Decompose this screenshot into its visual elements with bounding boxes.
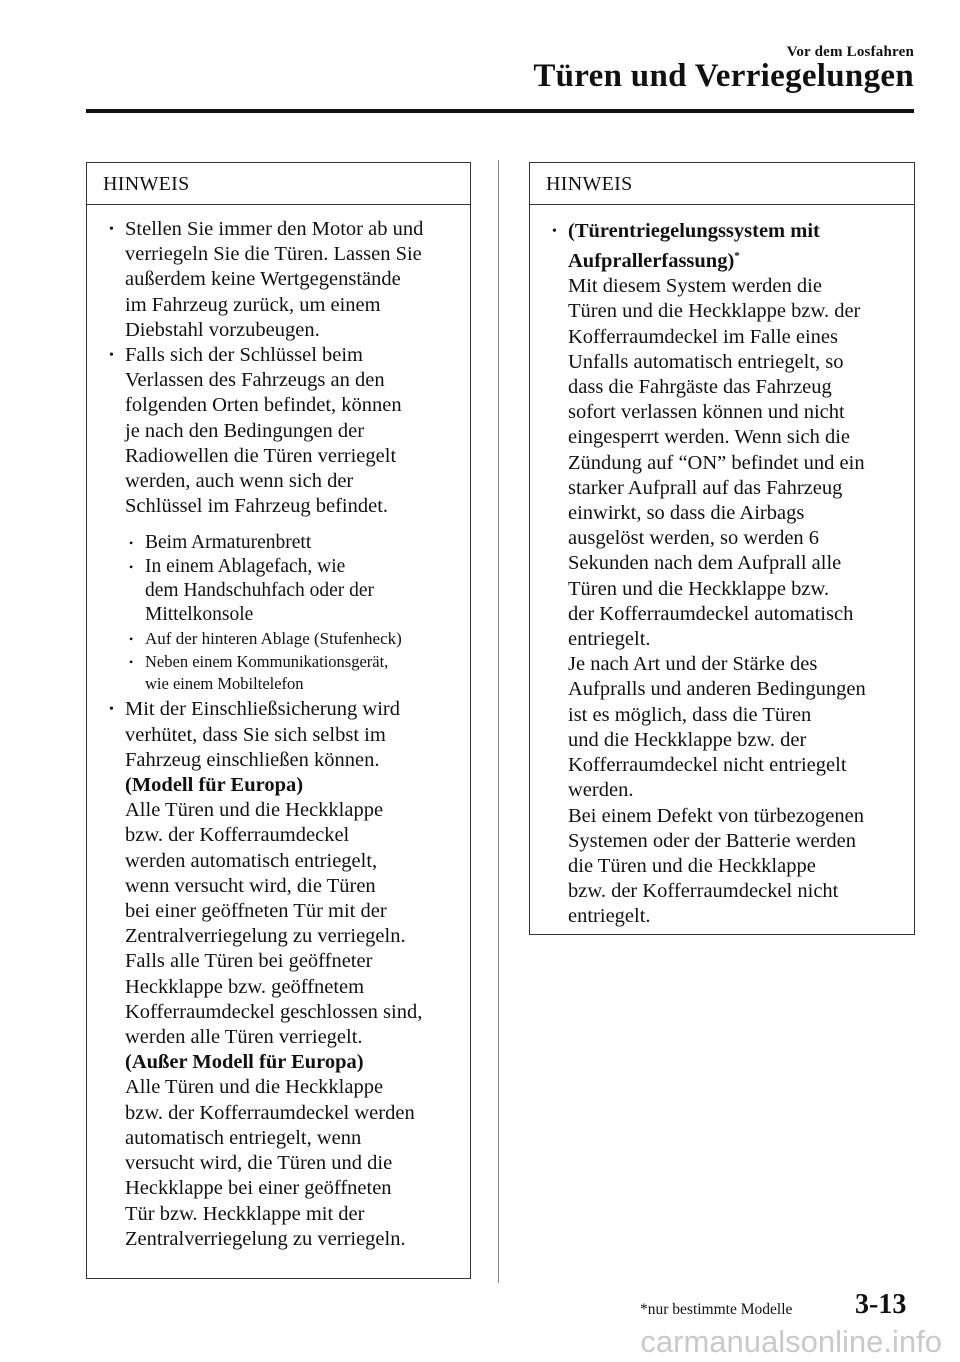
text-line: entriegelt. — [568, 628, 651, 651]
text-block — [125, 798, 462, 1050]
bold-heading-line — [568, 244, 906, 274]
bullet-item — [101, 697, 462, 1251]
sub-bullet-item — [101, 651, 462, 695]
note-box-right — [529, 162, 915, 935]
note-heading: HINWEIS — [530, 163, 914, 205]
text-line: wenn versucht wird, die Türen — [125, 874, 376, 897]
sub-list — [101, 531, 462, 695]
text-block — [145, 627, 462, 651]
text-line: entriegelt. — [568, 905, 651, 928]
text-line: Alle Türen und die Heckklappe — [125, 799, 384, 822]
text-line: Mittelkonsole — [145, 604, 254, 626]
page-title: Türen und Verriegelungen — [533, 58, 914, 94]
bullet-icon: • — [129, 655, 134, 670]
text-line: ist es möglich, dass die Türen — [568, 703, 812, 726]
sub-bullet-item — [101, 531, 462, 555]
bullet-icon: • — [109, 348, 114, 364]
text-line: bei einer geöffneten Tür mit der — [125, 900, 387, 923]
text-line: verhütet, dass Sie sich selbst im — [125, 723, 386, 746]
model-heading: (Außer Modell für Europa) — [125, 1051, 364, 1074]
bullet-item — [101, 217, 462, 343]
text-block — [145, 651, 462, 695]
text-line: Radiowellen die Türen verriegelt — [125, 444, 397, 467]
text-line: wie einem Mobiltelefon — [145, 674, 304, 694]
bullet-icon: • — [109, 702, 114, 718]
text-line: folgenden Orten befindet, können — [125, 394, 402, 417]
note-body — [530, 205, 914, 930]
text-line: Bei einem Defekt von türbezogenen — [568, 804, 864, 827]
header-rule — [86, 109, 914, 113]
text-line: In einem Ablagefach, wie — [145, 556, 346, 578]
text-line: Türen und die Heckklappe bzw. der — [568, 300, 861, 323]
text-line: automatisch entriegelt, wenn — [125, 1126, 362, 1149]
text-line: die Türen und die Heckklappe — [568, 854, 816, 877]
sub-bullet-item — [101, 627, 462, 651]
text-block — [145, 555, 462, 627]
text-line: Heckklappe bei einer geöffneten — [125, 1177, 392, 1200]
note-box-left — [86, 162, 471, 1279]
text-line: verriegeln Sie die Türen. Lassen Sie — [125, 243, 422, 266]
text-line: versucht wird, die Türen und die — [125, 1152, 393, 1175]
text-line: Mit diesem System werden die — [568, 275, 822, 298]
bullet-icon: • — [129, 536, 134, 551]
footnote: *nur bestimmte Modelle — [640, 1301, 793, 1318]
bullet-item — [544, 219, 906, 930]
bullet-icon: • — [129, 560, 134, 575]
text-line: im Fahrzeug zurück, um einem — [125, 293, 381, 316]
text-block — [568, 274, 906, 929]
asterisk-mark: * — [734, 250, 740, 263]
text-line: Zentralverriegelung zu verriegeln. — [125, 1227, 406, 1250]
text-line: Kofferraumdeckel nicht entriegelt — [568, 754, 847, 777]
text-line: je nach den Bedingungen der — [125, 419, 365, 442]
text-block — [125, 1075, 462, 1251]
text-line: Fahrzeug einschließen können. — [125, 748, 380, 771]
text-line: Zentralverriegelung zu verriegeln. — [125, 925, 406, 948]
column-divider — [498, 160, 499, 1283]
watermark: carmanualsonline.info — [640, 1324, 942, 1359]
text-line: Sekunden nach dem Aufprall alle — [568, 552, 842, 575]
note-body — [87, 205, 470, 1252]
text-line: Beim Armaturenbrett — [145, 532, 312, 554]
bold-heading-text: Aufprallerfassung) — [568, 250, 735, 273]
text-line: der Kofferraumdeckel automatisch — [568, 602, 854, 625]
text-line: Kofferraumdeckel im Falle eines — [568, 325, 839, 348]
text-line: Mit der Einschließsicherung wird — [125, 698, 400, 721]
section-label: Vor dem Losfahren — [786, 44, 914, 60]
text-line: Falls alle Türen bei geöffneter — [125, 950, 373, 973]
text-line: Stellen Sie immer den Motor ab und — [125, 218, 424, 240]
text-line: Unfalls automatisch entriegelt, so — [568, 350, 844, 373]
text-line: Neben einem Kommunikationsgerät, — [145, 652, 389, 672]
text-line: Diebstahl vorzubeugen. — [125, 318, 320, 341]
bold-heading-line: (Türentriegelungssystem mit — [568, 220, 820, 242]
text-line: dass die Fahrgäste das Fahrzeug — [568, 376, 832, 399]
text-line: Je nach Art und der Stärke des — [568, 653, 818, 676]
text-line: außerdem keine Wertgegenstände — [125, 268, 401, 291]
bullet-icon: • — [109, 222, 114, 237]
text-line: Aufpralls und anderen Bedingungen — [568, 678, 866, 701]
text-line: eingesperrt werden. Wenn sich die — [568, 426, 851, 449]
bullet-icon: • — [552, 224, 557, 239]
text-line: dem Handschuhfach oder der — [145, 580, 375, 602]
text-line: Alle Türen und die Heckklappe — [125, 1076, 384, 1099]
text-block — [145, 531, 462, 555]
text-line: Zündung auf “ON” befindet und ein — [568, 451, 865, 474]
text-line: Schlüssel im Fahrzeug befindet. — [125, 495, 389, 518]
text-line: werden. — [568, 779, 634, 802]
text-line: werden automatisch entriegelt, — [125, 849, 378, 872]
text-line: Türen und die Heckklappe bzw. — [568, 577, 830, 600]
text-line: bzw. der Kofferraumdeckel — [125, 824, 350, 847]
text-block — [125, 343, 462, 519]
text-line: und die Heckklappe bzw. der — [568, 728, 807, 751]
text-line: sofort verlassen können und nicht — [568, 401, 845, 424]
text-line: Systemen oder der Batterie werden — [568, 829, 857, 852]
text-line: Auf der hinteren Ablage (Stufenheck) — [145, 629, 402, 649]
text-line: Tür bzw. Heckklappe mit der — [125, 1202, 365, 1225]
text-line: bzw. der Kofferraumdeckel werden — [125, 1101, 415, 1124]
text-line: starker Aufprall auf das Fahrzeug — [568, 476, 843, 499]
text-line: bzw. der Kofferraumdeckel nicht — [568, 880, 839, 903]
bullet-icon: • — [129, 632, 134, 647]
note-heading: HINWEIS — [87, 163, 470, 205]
text-line: einwirkt, so dass die Airbags — [568, 502, 805, 525]
text-line: Heckklappe bzw. geöffnetem — [125, 975, 365, 998]
text-line: Falls sich der Schlüssel beim — [125, 344, 364, 367]
bullet-item — [101, 343, 462, 519]
text-block — [125, 697, 462, 773]
sub-bullet-item — [101, 555, 462, 627]
text-line: Kofferraumdeckel geschlossen sind, — [125, 1000, 423, 1023]
text-block — [125, 217, 462, 343]
page-number: 3-13 — [855, 1289, 907, 1320]
text-line: werden, auch wenn sich der — [125, 470, 354, 493]
model-heading: (Modell für Europa) — [125, 774, 304, 797]
text-line: ausgelöst werden, so werden 6 — [568, 527, 820, 550]
text-line: Verlassen des Fahrzeugs an den — [125, 369, 385, 392]
text-line: werden alle Türen verriegelt. — [125, 1026, 363, 1049]
